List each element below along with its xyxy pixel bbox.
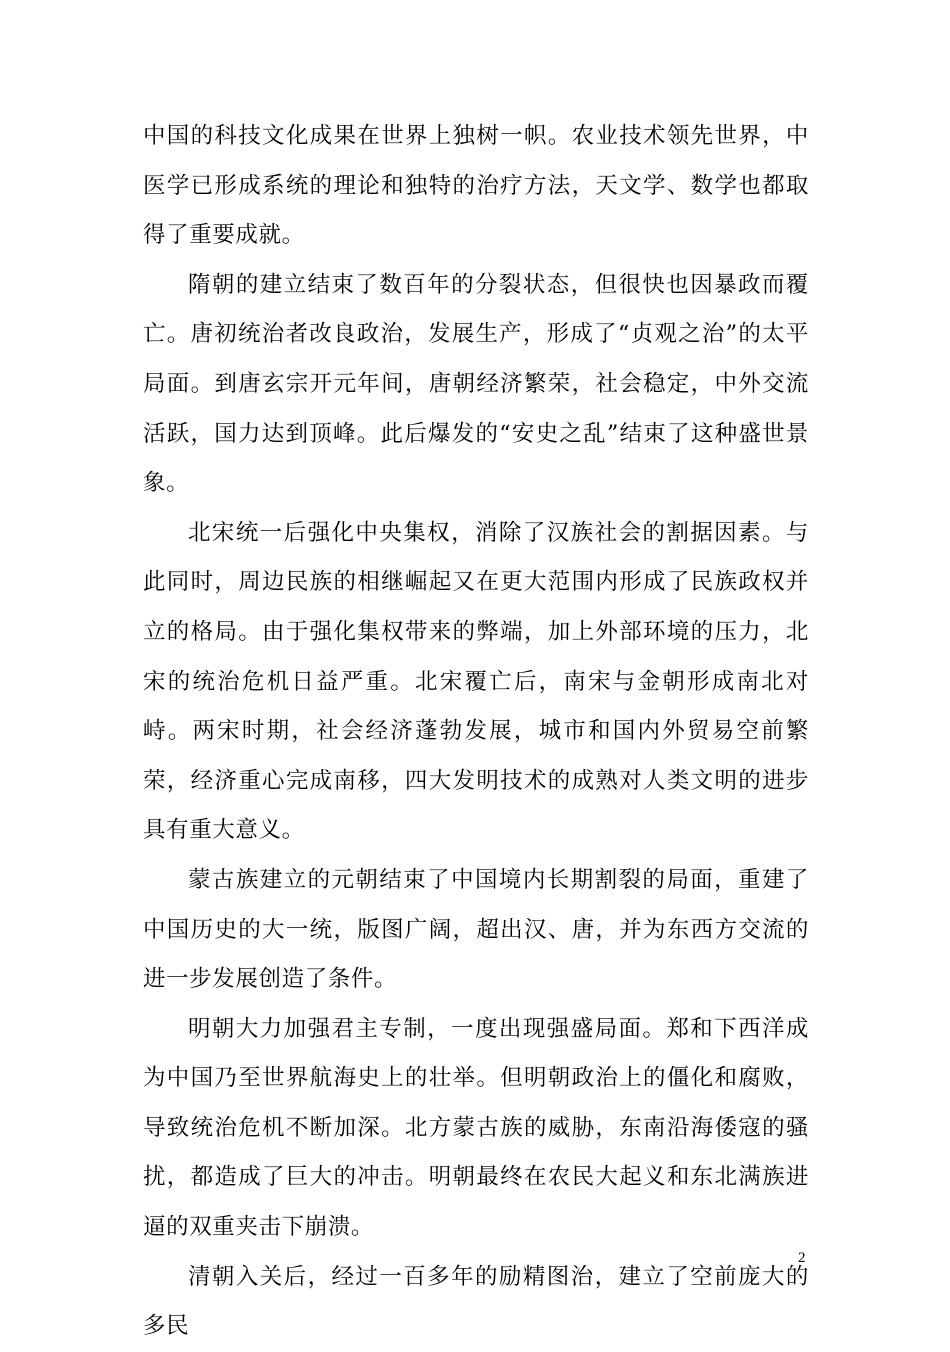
paragraph-sui-tang: 隋朝的建立结束了数百年的分裂状态，但很快也因暴政而覆亡。唐初统治者改良政治，发展生产，形成了“贞观之治”的太平局面。到唐玄宗开元年间，唐朝经济繁荣，社会稳定，中外交流活跃，国力达到顶峰。此后爆发的“安史之乱”结束了这种盛世景象。	[143, 271, 809, 497]
paragraph-qing: 清朝入关后，经过一百多年的励精图治，建立了空前庞大的多民	[143, 1263, 809, 1340]
paragraph-ming: 明朝大力加强君主专制，一度出现强盛局面。郑和下西洋成为中国乃至世界航海史上的壮举。但明朝政治上的僵化和腐败，导致统治危机不断加深。北方蒙古族的威胁，东南沿海倭寇的骚扰，都造成了巨大的冲击。明朝最终在农民大起义和东北满族进逼的双重夹击下崩溃。	[143, 1015, 809, 1241]
paragraph-song: 北宋统一后强化中央集权，消除了汉族社会的割据因素。与此同时，周边民族的相继崛起又在更大范围内形成了民族政权并立的格局。由于强化集权带来的弊端，加上外部环境的压力，北宋的统治危机日益严重。北宋覆亡后，南宋与金朝形成南北对峙。两宋时期，社会经济蓬勃发展，城市和国内外贸易空前繁荣，经济重心完成南移，四大发明技术的成熟对人类文明的进步具有重大意义。	[143, 519, 809, 844]
document-body	[143, 112, 809, 1352]
paragraph-yuan: 蒙古族建立的元朝结束了中国境内长期割裂的局面，重建了中国历史的大一统，版图广阔，超出汉、唐，并为东西方交流的进一步发展创造了条件。	[143, 866, 809, 993]
page-number: 2	[798, 1250, 806, 1266]
paragraph-science-culture: 中国的科技文化成果在世界上独树一帜。农业技术领先世界，中医学已形成系统的理论和独特的治疗方法，天文学、数学也都取得了重要成就。	[143, 123, 809, 249]
